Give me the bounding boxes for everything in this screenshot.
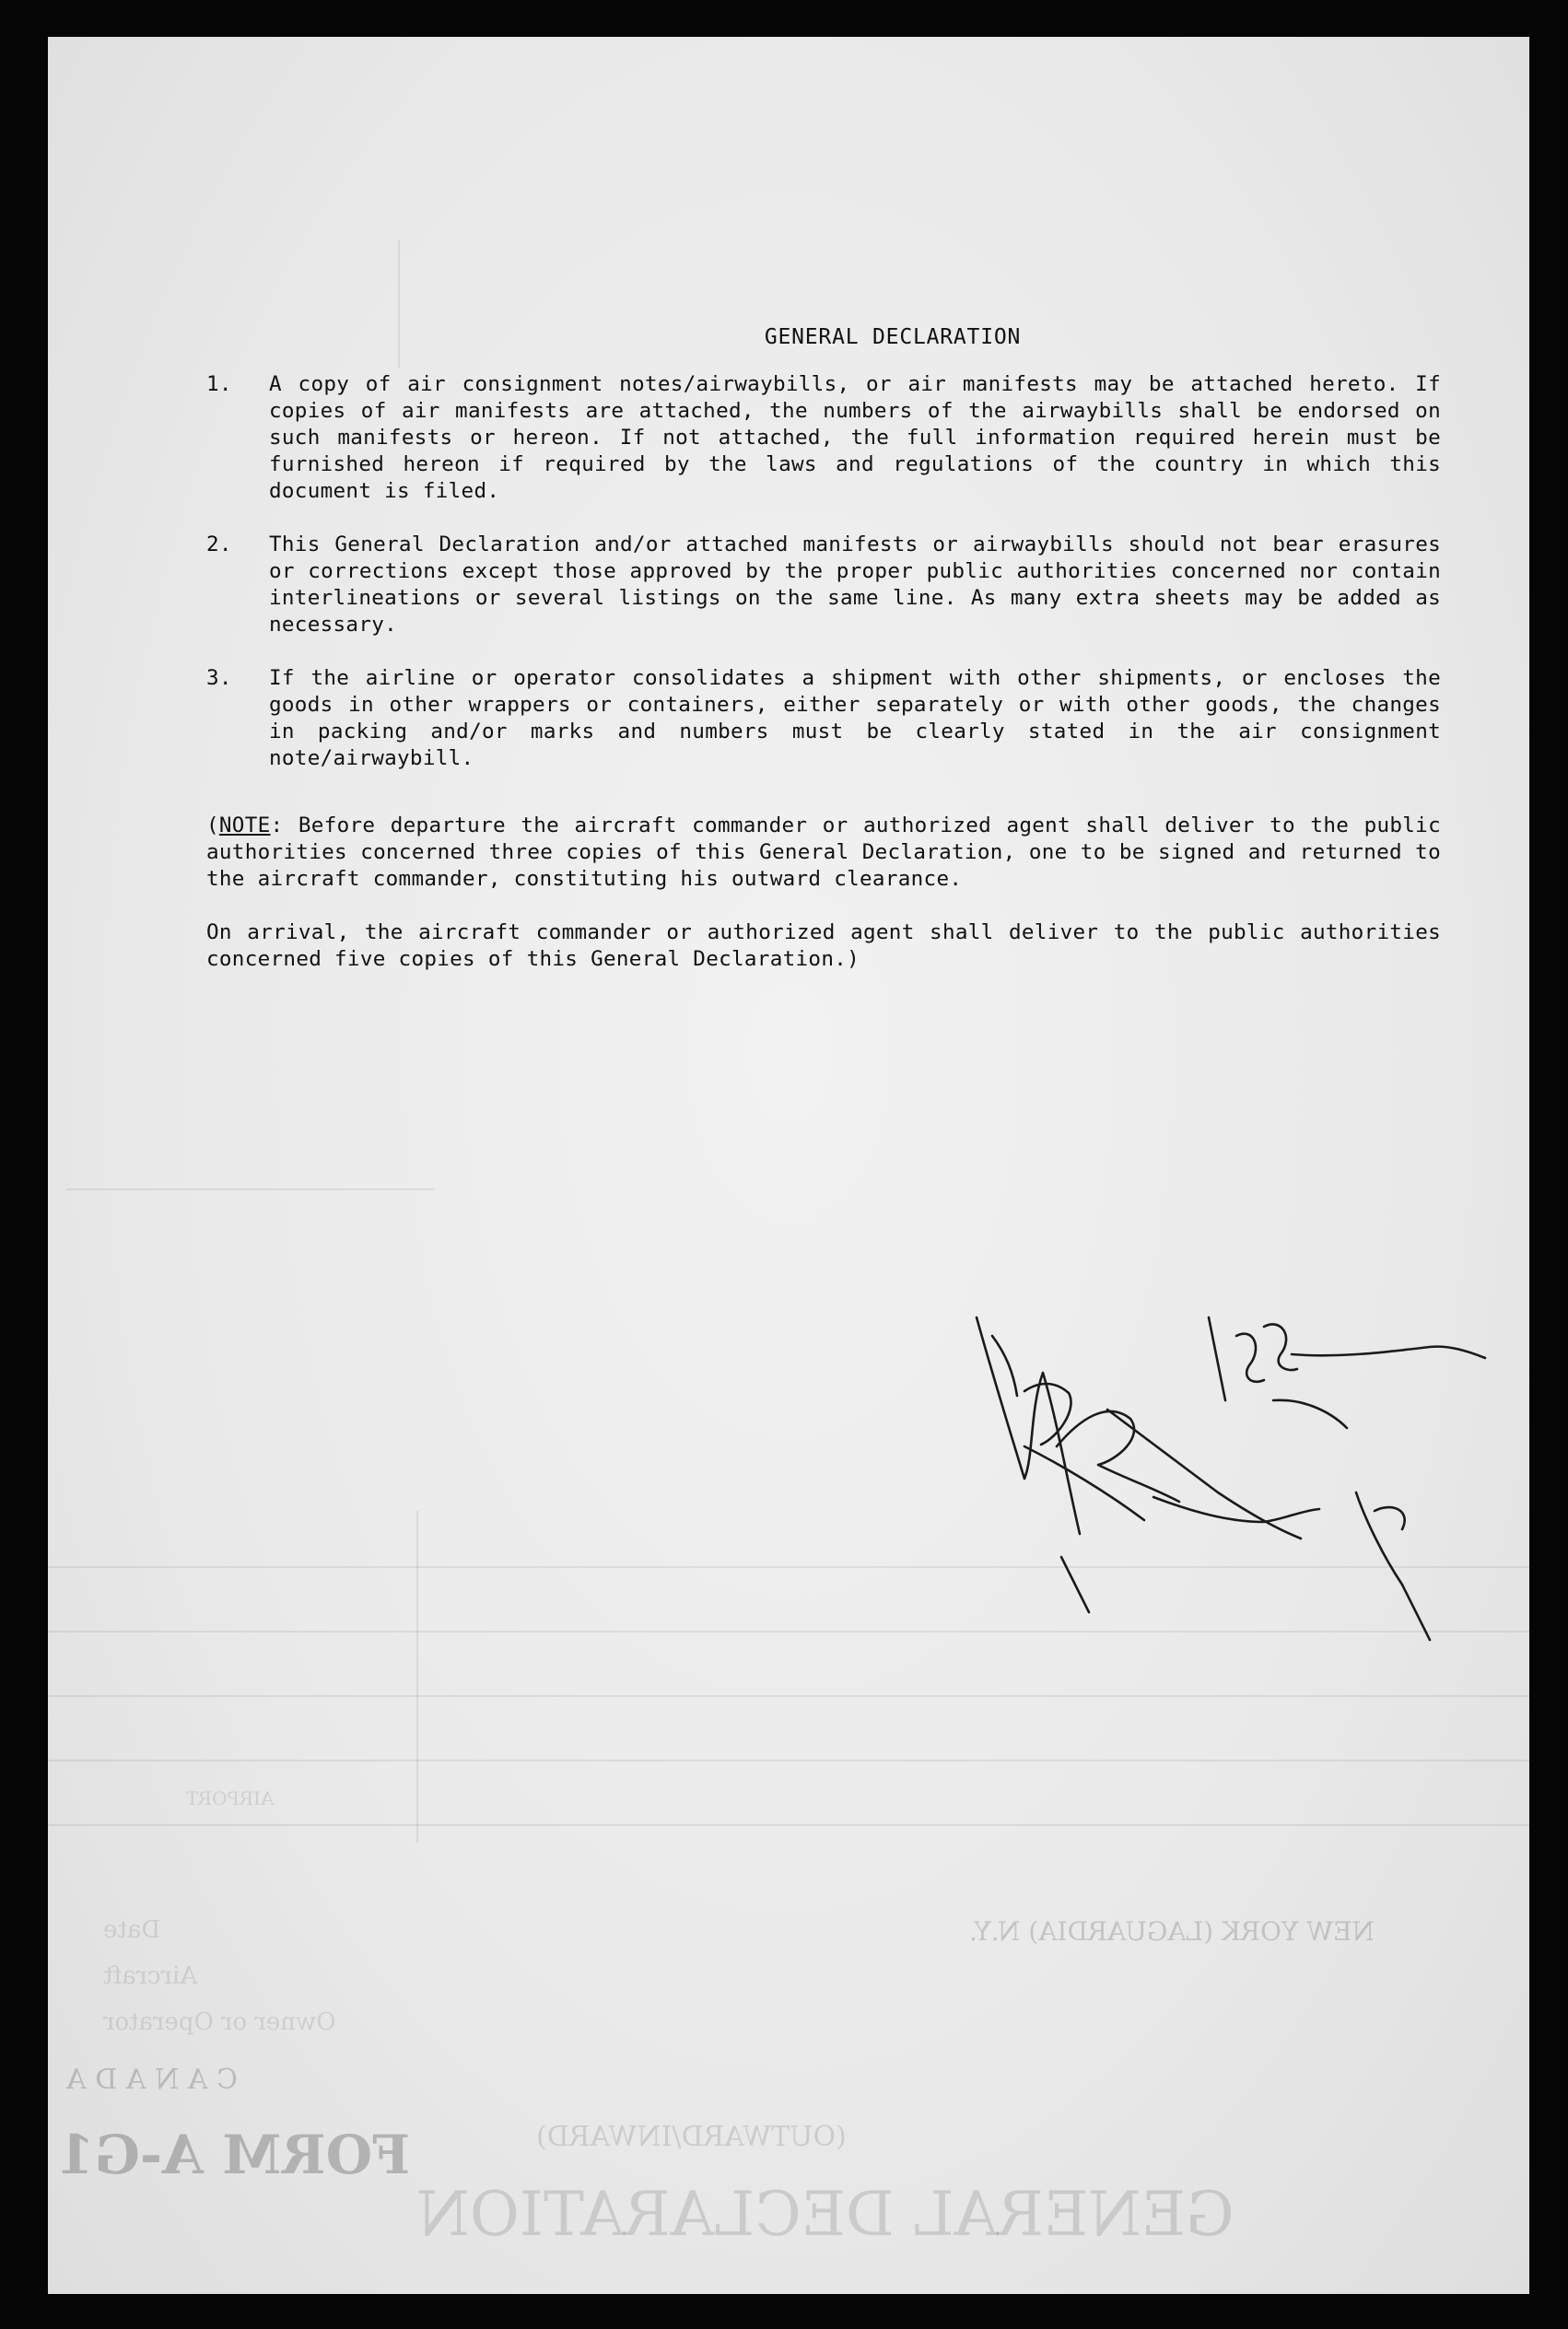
item-number: 3. <box>206 666 232 690</box>
show-through-field-owner: Owner or Operator <box>103 2008 336 2036</box>
item-text: If the airline or operator consolidates a shipment with other shipments, or encloses the goods in other wrappers or containers, either separately or with other goods, the changes in packing and/or marks and numbers must be clearly stated in the air consignment note/airwaybill. <box>269 666 1441 770</box>
show-through-rule <box>66 1188 435 1190</box>
note-paragraph <box>206 813 1441 893</box>
note-open-paren: ( <box>206 813 219 837</box>
show-through-title: GENERAL DECLARATION <box>416 2179 1235 2250</box>
instruction-item <box>206 665 1441 772</box>
show-through-rule <box>48 1760 1529 1761</box>
show-through-rule <box>48 1824 1529 1826</box>
instruction-item <box>206 371 1441 505</box>
note-label: NOTE <box>218 813 271 837</box>
instructions-block <box>206 324 1441 973</box>
handwritten-signature <box>969 1281 1522 1668</box>
show-through-field-date: Date <box>103 1916 161 1944</box>
show-through-place: NEW YORK (LAGUARDIA) N.Y. <box>969 1916 1375 1947</box>
instruction-item <box>206 532 1441 638</box>
show-through-rule <box>48 1695 1529 1697</box>
item-text: This General Declaration and/or attached manifests or airwaybills should not bear erasures or corrections except those approved by the proper public authorities concerned nor contain interlineations or several listings on the same line. As many extra sheets may be added as necessary. <box>269 533 1441 637</box>
show-through-field-airport: AIRPORT <box>186 1787 275 1809</box>
show-through-field-aircraft: Aircraft <box>103 1962 198 1990</box>
show-through-form-number: FORM A-G1 <box>57 2124 411 2186</box>
item-text: A copy of air consignment notes/airwaybills, or air manifests may be attached hereto. If copies of air manifests are attached, the numbers of the airwaybills shall be endorsed on such manifests or hereon. If not attached, the full information required herein must be furnished hereon if required by the laws and regulations of the country in which this document is filed. <box>269 372 1441 503</box>
show-through-rule <box>416 1511 418 1843</box>
page-title: GENERAL DECLARATION <box>764 325 1022 349</box>
note-text: : Before departure the aircraft commander or authorized agent shall deliver to the public authorities concerned three copies of this General Declaration, one to be signed and returned to the aircraft commander, constituting his outward clearance. <box>206 813 1441 891</box>
arrival-paragraph: On arrival, the aircraft commander or authorized agent shall deliver to the public authorities concerned five copies of this General Declaration.) <box>206 920 1441 971</box>
item-number: 2. <box>206 533 232 556</box>
show-through-country: C A N A D A <box>66 2064 238 2096</box>
document-page <box>48 37 1529 2294</box>
show-through-subtitle: (OUTWARD/INWARD) <box>536 2121 847 2153</box>
item-number: 1. <box>206 372 232 396</box>
